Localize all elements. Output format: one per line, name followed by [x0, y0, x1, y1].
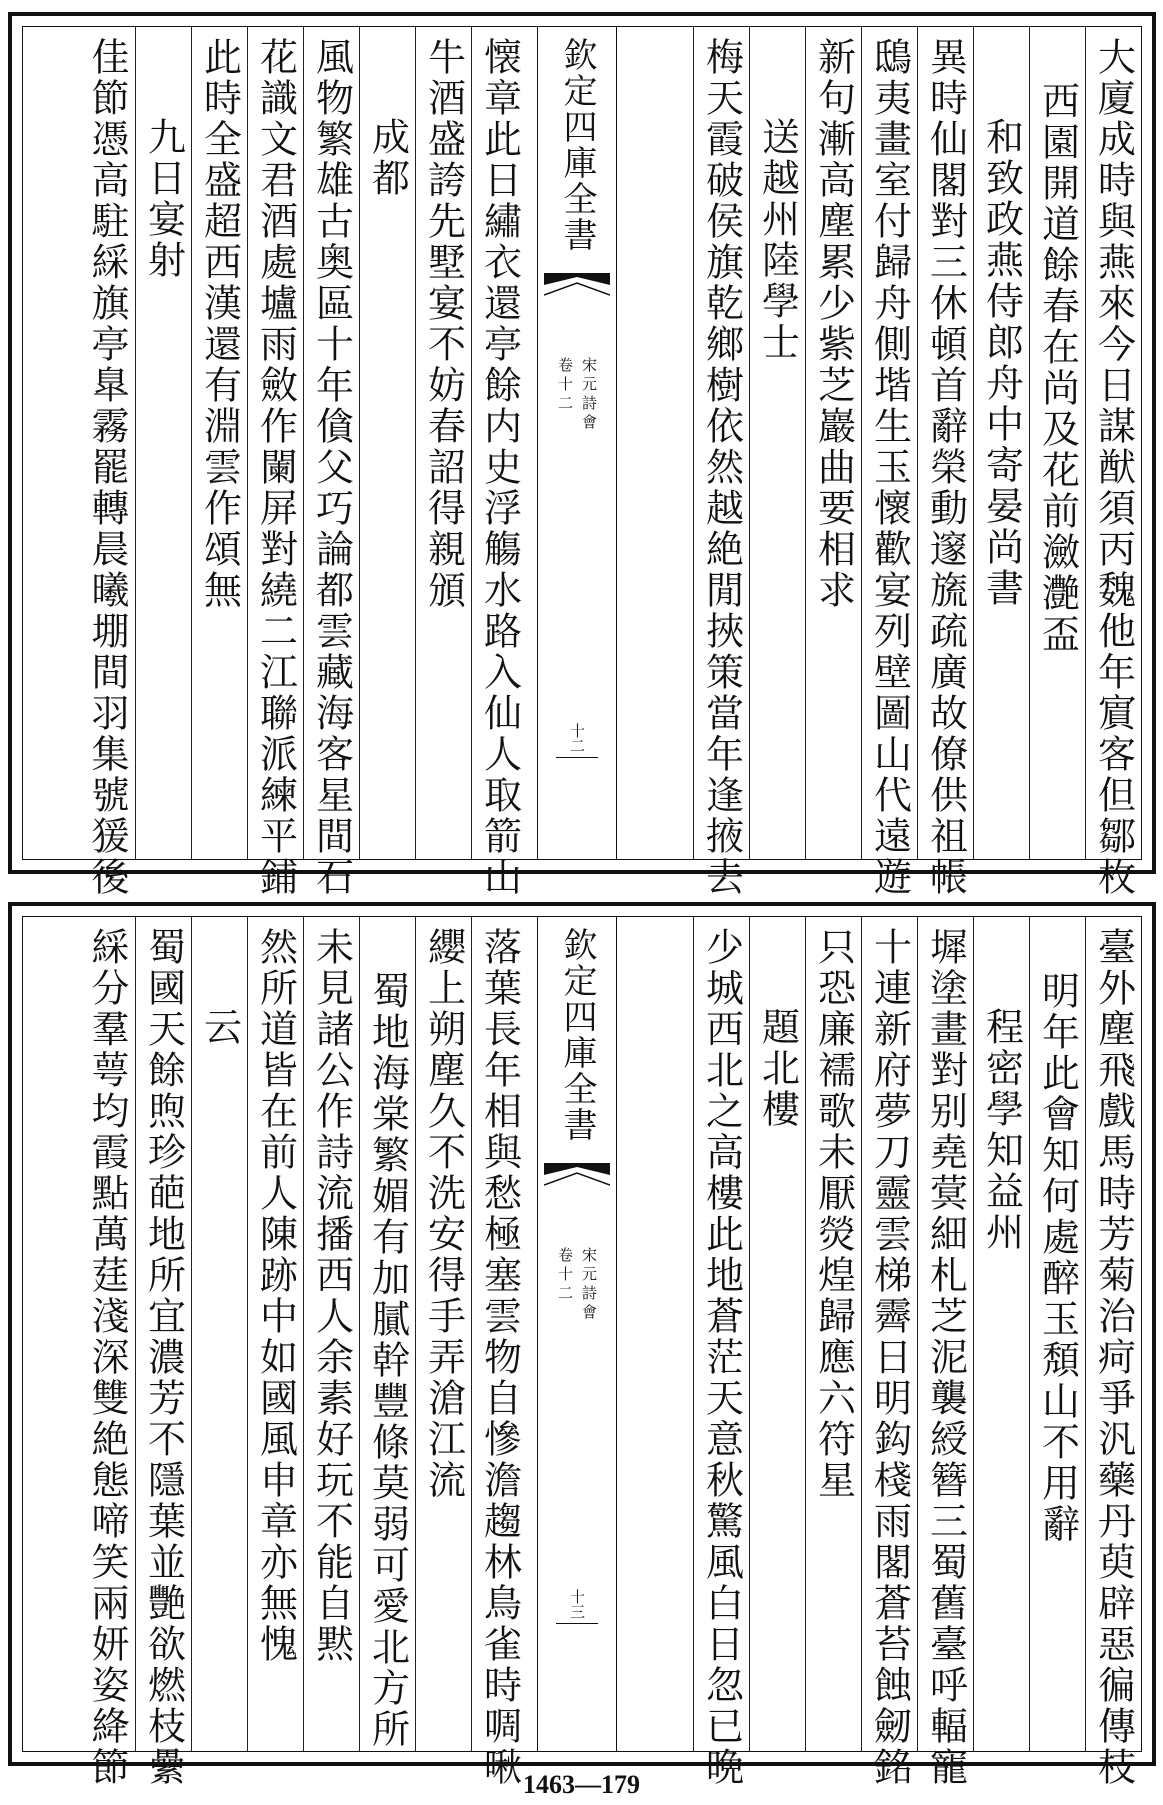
preface-column: 未見諸公作詩流播西人余素好玩不能自黙 — [303, 917, 359, 1751]
text-column: 異時仙閣對三休頓首辭榮動邃旒疏廣故僚供祖帳 — [917, 27, 973, 859]
gutter-meta — [538, 1247, 616, 1323]
gutter-collection: 宋元詩會 — [580, 1247, 598, 1323]
text-column: 蜀國天餘煦珍葩地所宜濃芳不隱葉並艷欲燃枝纍 — [135, 917, 191, 1751]
page-top — [8, 12, 1156, 898]
gutter-book-title: 欽定四庫全書 — [557, 37, 597, 253]
poem-title-column: 和致政燕侍郎舟中寄晏尚書 — [973, 27, 1029, 859]
preface-column: 云 — [191, 917, 247, 1751]
gutter-book-title: 欽定四庫全書 — [557, 927, 597, 1143]
poem-title-column: 送越州陸學士 — [749, 27, 805, 859]
fishtail-mark-icon — [544, 1163, 610, 1203]
text-column: 十連新府夢刀靈雲梯霽日明鈎棧雨閣蒼苔蝕劒銘 — [861, 917, 917, 1751]
right-text-block — [637, 917, 1141, 1788]
poem-title-column: 題北樓 — [749, 917, 805, 1751]
text-column: 鴟夷畫室付歸舟側堦生玉懷歡宴列壁圖山代遠遊 — [861, 27, 917, 859]
gutter-volume: 卷十二 — [556, 357, 574, 414]
text-column: 少城西北之高樓此地蒼茫天意秋驚風白日忽已晩 — [693, 917, 749, 1751]
text-column: 墀塗畫對别堯蓂細札芝泥襲綬簪三蜀舊臺呼輻寵 — [917, 917, 973, 1751]
gutter-rule — [556, 757, 598, 758]
preface-column: 蜀地海棠繁媚有加膩幹豐條莫弱可愛北方所 — [359, 917, 415, 1751]
preface-column: 然所道皆在前人陳跡中如國風申章亦無愧 — [247, 917, 303, 1751]
page-footer-number: 1463—179 — [523, 1770, 640, 1799]
left-text-block — [23, 27, 527, 898]
poem-title-column: 程密學知益州 — [973, 917, 1029, 1751]
text-column: 綵分羣萼均霞點萬莛淺深雙絶態啼笑兩妍姿絳節 — [85, 927, 129, 1788]
text-column: 此時全盛超西漢還有淵雲作頌無 — [191, 27, 247, 859]
gutter-meta — [538, 357, 616, 433]
text-column: 大廈成時與燕來今日謀猷須丙魏他年賔客但鄒枚 — [1085, 27, 1141, 859]
text-column: 明年此會知何處醉玉頽山不用辭 — [1029, 917, 1085, 1751]
poem-title-column: 成都 — [359, 27, 415, 859]
fishtail-mark-icon — [544, 273, 610, 313]
text-column: 佳節憑高駐綵旗亭臯霧罷轉晨曦堋間羽集號猨後 — [85, 37, 129, 898]
text-column: 梅天霞破侯旗乾鄉樹依然越絶閒挾策當年逢掖去 — [693, 27, 749, 859]
text-column: 只恐廉襦歌未厭熒煌歸應六符星 — [805, 917, 861, 1751]
text-column: 臺外塵飛戲馬時芳菊治疴爭汎藥丹萸辟惡徧傳枝 — [1085, 917, 1141, 1751]
gutter-collection: 宋元詩會 — [580, 357, 598, 433]
center-gutter — [537, 27, 617, 859]
right-text-block — [637, 27, 1141, 898]
page-border-inner — [22, 26, 1142, 898]
text-column: 新句漸高塵累少紫芝巖曲要相求 — [805, 27, 861, 859]
text-column: 落葉長年相與愁極塞雲物自慘澹趨林鳥雀時啁啾 — [471, 917, 527, 1751]
left-text-block — [23, 917, 527, 1788]
text-column: 纓上朔塵久不洗安得手弄滄江流 — [415, 917, 471, 1751]
gutter-page-number: 十三 — [568, 1589, 586, 1619]
text-column: 風物繁雄古奥區十年僋父巧論都雲藏海客星間石 — [303, 27, 359, 859]
poem-title-column: 九日宴射 — [135, 27, 191, 859]
gutter-page-number: 十二 — [568, 723, 586, 753]
text-column: 懐章此日繡衣還亭餘内史浮觴水路入仙人取箭山 — [471, 27, 527, 859]
text-column: 花識文君酒處壚雨斂作闌屏對繞二江聯派練平鋪 — [247, 27, 303, 859]
gutter-rule — [556, 1623, 598, 1624]
text-column: 西園開道餘春在尚及花前瀲灔盃 — [1029, 27, 1085, 859]
text-column: 牛酒盛誇先墅宴不妨春詔得親頒 — [415, 27, 471, 859]
center-gutter — [537, 917, 617, 1751]
gutter-volume: 卷十二 — [556, 1247, 574, 1304]
